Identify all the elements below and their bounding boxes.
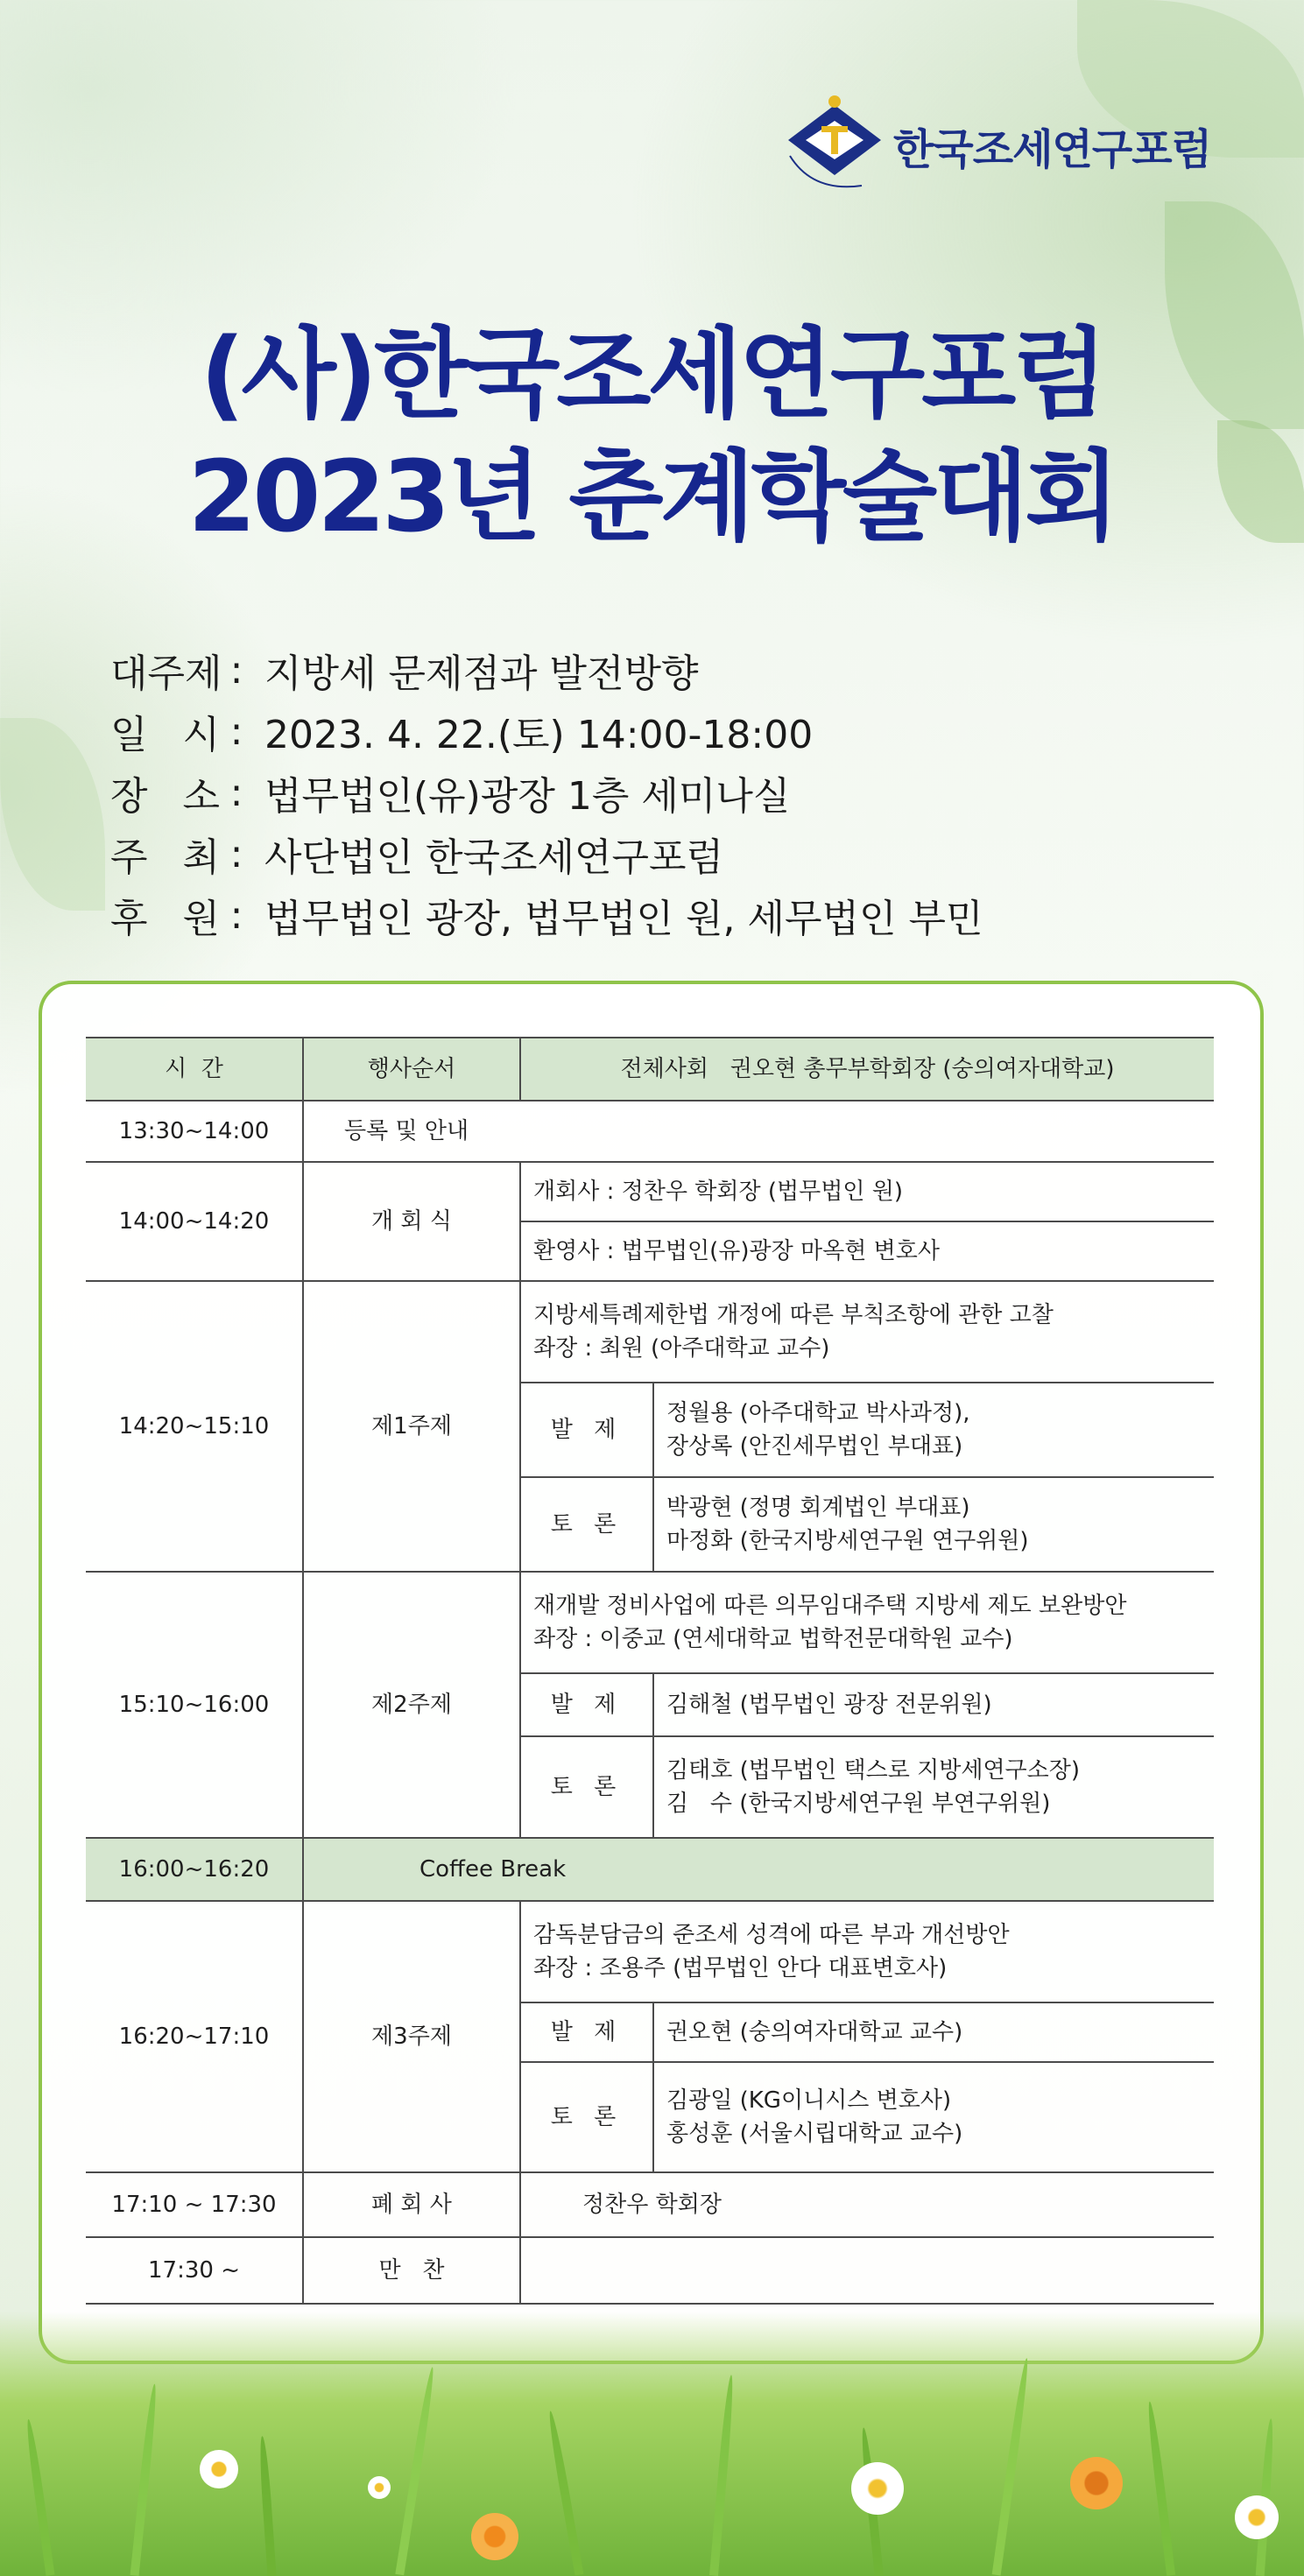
- topic-title: [520, 1572, 1214, 1673]
- row-time: 13:30~14:00: [86, 1101, 303, 1162]
- info-row-sponsor: [110, 884, 1161, 946]
- discussant: 김 수 (한국지방세연구원 부연구위원): [666, 1791, 1051, 1817]
- row-detail: 정찬우 학회장: [520, 2172, 1214, 2237]
- role-discussant: 토 론: [520, 1736, 653, 1838]
- daisy-icon: [471, 2513, 518, 2560]
- info-colon: :: [229, 770, 243, 815]
- discussants: [653, 2062, 1214, 2172]
- topic-chair: 좌장 : 이중교 (연세대학교 법학전문대학원 교수): [533, 1626, 1013, 1652]
- info-value: 법무법인 광장, 법무법인 원, 세무법인 부민: [264, 897, 983, 941]
- topic-chair: 좌장 : 최원 (아주대학교 교수): [533, 1335, 830, 1362]
- logo-name: 한국조세연구포럼: [893, 125, 1211, 174]
- info-label: 후 원: [110, 897, 220, 941]
- discussant: 박광현 (정명 회계법인 부대표): [666, 1495, 970, 1521]
- discussants: [653, 1477, 1214, 1572]
- discussant: 홍성훈 (서울시립대학교 교수): [666, 2121, 963, 2147]
- discussant: 마정화 (한국지방세연구원 연구위원): [666, 1528, 1029, 1554]
- row-event: 개 회 식: [303, 1162, 520, 1281]
- event-title-line1: (사)한국조세연구포럼: [200, 318, 1104, 432]
- header-detail: 전체사회 권오현 총무부학회장 (숭의여자대학교): [520, 1038, 1214, 1101]
- info-value: 지방세 문제점과 발전방향: [264, 651, 699, 696]
- topic-title-text: 감독분담금의 준조세 성격에 따른 부과 개선방안: [533, 1922, 1010, 1948]
- role-presenter: 발 제: [520, 2002, 653, 2062]
- table-row: [86, 1901, 1214, 2002]
- topic-title-text: 재개발 정비사업에 따른 의무임대주택 지방세 제도 보완방안: [533, 1593, 1127, 1619]
- grass-decoration: [0, 2312, 1304, 2576]
- info-colon: :: [229, 647, 243, 693]
- row-event: 제3주제: [303, 1901, 520, 2172]
- topic-title-text: 지방세특례제한법 개정에 따른 부칙조항에 관한 고찰: [533, 1302, 1054, 1328]
- table-row: [86, 1281, 1214, 1383]
- role-discussant: 토 론: [520, 2062, 653, 2172]
- info-label: 대주제: [110, 651, 222, 696]
- table-row: [86, 1101, 1214, 1162]
- table-row: [86, 1572, 1214, 1673]
- info-label: 장 소: [110, 774, 220, 819]
- info-row-host: [110, 823, 1161, 884]
- info-label: 일 시: [110, 713, 220, 757]
- grass-blade: [130, 2383, 159, 2576]
- event-info: [110, 639, 1161, 946]
- row-detail: Coffee Break: [303, 1838, 1214, 1901]
- info-value: 사단법인 한국조세연구포럼: [264, 835, 724, 880]
- topic-title: [520, 1281, 1214, 1383]
- row-event: 제1주제: [303, 1281, 520, 1572]
- presenter: 김해철 (법무법인 광장 전문위원): [653, 1673, 1214, 1736]
- topic-title: [520, 1901, 1214, 2002]
- row-time: 16:00~16:20: [86, 1838, 303, 1901]
- table-header: [86, 1038, 1214, 1101]
- grass-blade: [257, 2436, 276, 2576]
- forum-emblem-icon: [778, 95, 892, 200]
- table-row: [86, 2172, 1214, 2237]
- presenter: 장상록 (안진세무법인 부대표): [666, 1433, 963, 1460]
- role-discussant: 토 론: [520, 1477, 653, 1572]
- row-time: 17:10 ~ 17:30: [86, 2172, 303, 2237]
- daisy-icon: [851, 2462, 904, 2515]
- row-detail: 등록 및 안내: [303, 1101, 1214, 1162]
- grass-blade: [395, 2367, 436, 2576]
- table-row: [86, 2237, 1214, 2304]
- discussant: 김광일 (KG이니시스 변호사): [666, 2087, 952, 2114]
- row-detail: [520, 2237, 1214, 2304]
- header-event: 행사순서: [303, 1038, 520, 1101]
- grass-blade: [546, 2411, 584, 2576]
- presenters: [653, 1383, 1214, 1477]
- schedule-table: [86, 1037, 1214, 2305]
- row-event: 폐 회 사: [303, 2172, 520, 2237]
- info-row-date: [110, 700, 1161, 762]
- topic-chair: 좌장 : 조용주 (법무법인 안다 대표변호사): [533, 1955, 948, 1981]
- info-colon: :: [229, 831, 243, 876]
- row-event: 제2주제: [303, 1572, 520, 1838]
- event-title-line2: 2023년 춘계학술대회: [187, 440, 1117, 554]
- presenter: 정월용 (아주대학교 박사과정),: [666, 1400, 970, 1426]
- row-time: 14:20~15:10: [86, 1281, 303, 1572]
- grass-blade: [1145, 2401, 1175, 2576]
- row-time: 15:10~16:00: [86, 1572, 303, 1838]
- table-row-coffee-break: [86, 1838, 1214, 1901]
- info-row-theme: [110, 639, 1161, 700]
- row-detail: 개회사 : 정찬우 학회장 (법무법인 원): [520, 1162, 1214, 1221]
- info-value: 2023. 4. 22.(토) 14:00-18:00: [264, 713, 814, 757]
- row-time: 16:20~17:10: [86, 1901, 303, 2172]
- background-leaf: [0, 718, 105, 911]
- row-time: 17:30 ~: [86, 2237, 303, 2304]
- presenter: 권오현 (숭의여자대학교 교수): [653, 2002, 1214, 2062]
- row-time: 14:00~14:20: [86, 1162, 303, 1281]
- grass-blade: [709, 2375, 736, 2576]
- info-label: 주 최: [110, 835, 220, 880]
- role-presenter: 발 제: [520, 1673, 653, 1736]
- grass-blade: [992, 2358, 1032, 2576]
- header-time: 시 간: [86, 1038, 303, 1101]
- role-presenter: 발 제: [520, 1383, 653, 1477]
- info-colon: :: [229, 708, 243, 754]
- daisy-icon: [1070, 2457, 1123, 2509]
- discussants: [653, 1736, 1214, 1838]
- info-value: 법무법인(유)광장 1층 세미나실: [264, 774, 791, 819]
- info-row-venue: [110, 762, 1161, 823]
- grass-blade: [25, 2418, 55, 2576]
- daisy-icon: [200, 2450, 238, 2488]
- daisy-icon: [368, 2476, 391, 2499]
- daisy-icon: [1235, 2495, 1279, 2539]
- table-row: [86, 1162, 1214, 1221]
- discussant: 김태호 (법무법인 택스로 지방세연구소장): [666, 1757, 1081, 1784]
- logo: [778, 95, 1224, 200]
- row-detail: 환영사 : 법무법인(유)광장 마옥현 변호사: [520, 1221, 1214, 1281]
- row-event: 만 찬: [303, 2237, 520, 2304]
- info-colon: :: [229, 892, 243, 938]
